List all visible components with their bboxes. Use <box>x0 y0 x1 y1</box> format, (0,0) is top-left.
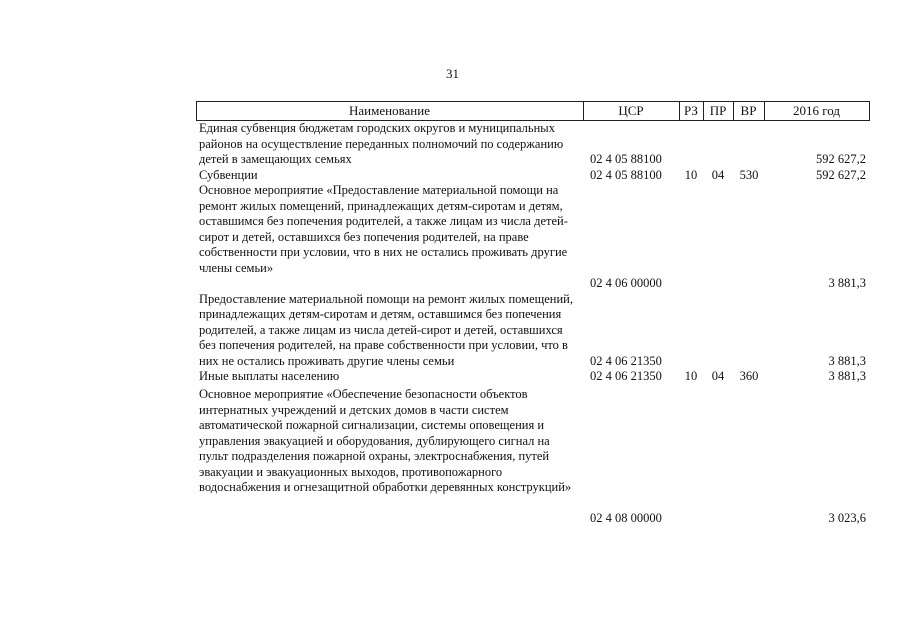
row-rz: 10 <box>684 167 698 182</box>
row-pr: 04 <box>711 167 725 182</box>
row-name: Единая субвенция бюджетам городских округов и муниципальных районов на осуществление переданных полномочий по содержанию детей в замещающих семьях <box>199 121 564 166</box>
row-sum: 592 627,2 <box>816 167 866 182</box>
header-csr: ЦСР <box>618 103 644 118</box>
header-name: Наименование <box>349 103 430 118</box>
row-sum: 3 881,3 <box>828 276 866 290</box>
row-sum: 3 023,6 <box>828 511 866 525</box>
row-csr: 02 4 05 88100 <box>590 152 662 166</box>
row-name: Основное мероприятие «Обеспечение безопасности объектов интернатных учреждений и детских домов в части систем автоматической пожарной сигнализации, системы оповещения и управления эвакуацией и оборудования, дублирующего сигнал на пульт подразделения пожарной охраны, электроснабжения, путей эвакуации и эвакуационных выходов, противопожарного водоснабжения и огнезащитной обработки деревянных конструкций» <box>199 387 572 494</box>
column-divider <box>869 102 870 120</box>
table-row <box>0 387 905 527</box>
row-vr: 360 <box>739 369 759 383</box>
header-pr: ПР <box>709 103 727 118</box>
row-csr: 02 4 05 88100 <box>590 167 662 182</box>
row-vr: 530 <box>739 167 759 182</box>
header-rz: РЗ <box>684 103 698 118</box>
row-sum: 3 881,3 <box>828 353 866 368</box>
table-row <box>0 369 905 385</box>
row-name: Иные выплаты населению <box>199 369 340 383</box>
row-name: Предоставление материальной помощи на ремонт жилых помещений, принадлежащих детям-сиротам и детям, оставшимся без попечения родителей, а также лицам из числа детей-сирот и детей, оставшихся без попечения родителей, на праве собственности при условии, что в них не остались проживать другие члены семьи <box>199 291 573 368</box>
row-csr: 02 4 06 00000 <box>590 276 662 290</box>
row-name: Субвенции <box>199 167 258 182</box>
row-sum: 3 881,3 <box>828 369 866 383</box>
table-row <box>0 121 905 168</box>
header-year: 2016 год <box>793 103 840 118</box>
row-csr: 02 4 06 21350 <box>590 369 662 383</box>
header-vr: ВР <box>740 103 757 118</box>
table-row <box>0 168 905 184</box>
row-csr: 02 4 06 21350 <box>590 353 662 368</box>
row-rz: 10 <box>684 369 698 383</box>
table-row <box>0 292 905 370</box>
row-pr: 04 <box>711 369 725 383</box>
page-number: 31 <box>446 66 459 81</box>
table-row <box>0 183 905 292</box>
row-name: Основное мероприятие «Предоставление материальной помощи на ремонт жилых помещений, принадлежащих детям-сиротам и детям, оставшимся без попечения родителей, а также лицам из числа детей-сирот и детей, оставшихся без попечения родителей, на праве собственности при условии, что в них не остались проживать другие члены семьи» <box>199 183 568 275</box>
row-sum: 592 627,2 <box>816 152 866 166</box>
row-csr: 02 4 08 00000 <box>590 511 662 525</box>
